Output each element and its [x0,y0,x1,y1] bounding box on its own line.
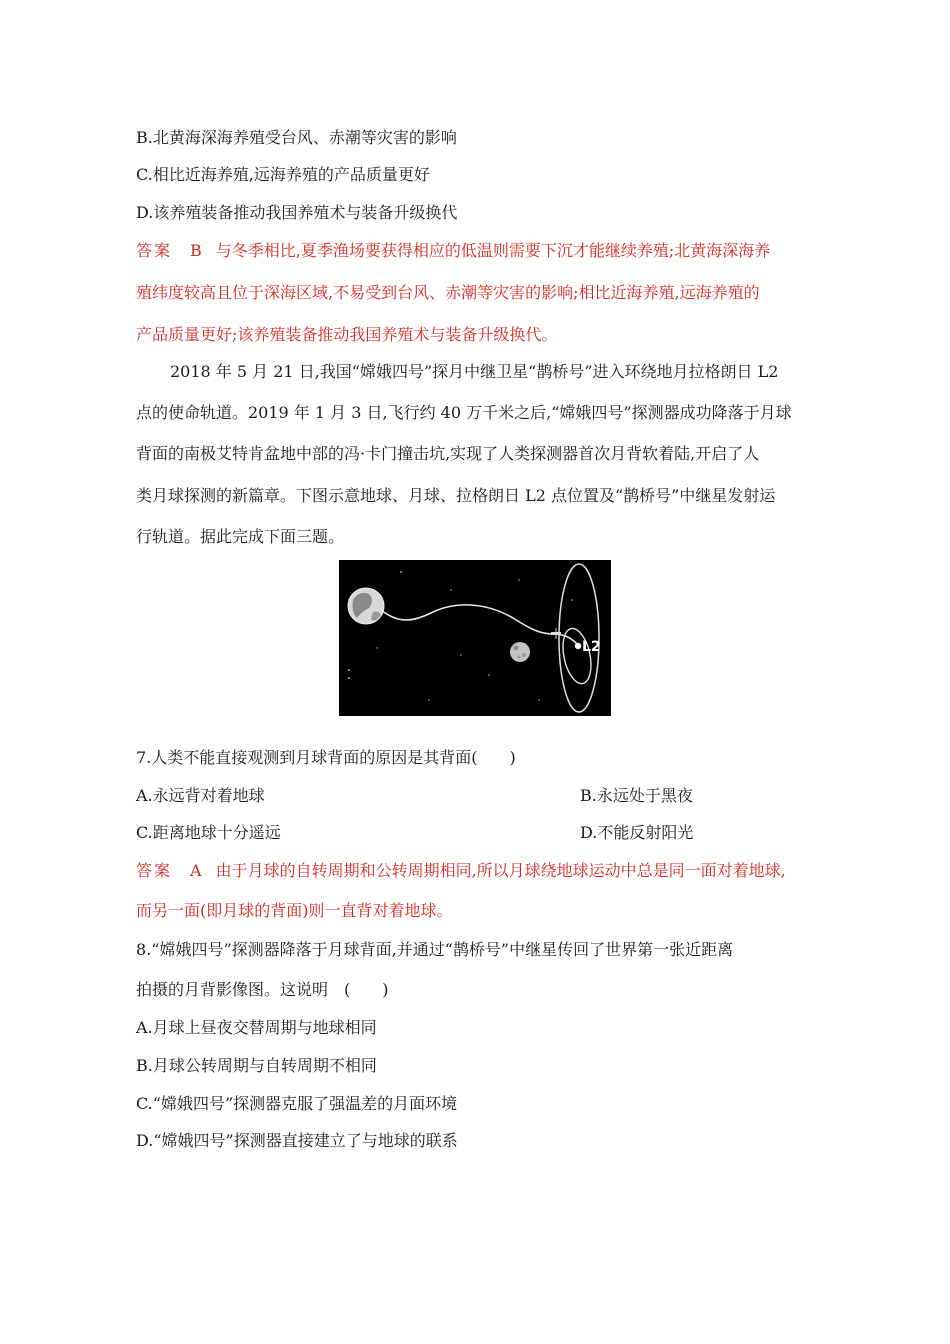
q7-answer-tag: 答案 [136,861,173,880]
q8-option-c: C.“嫦娥四号”探测器克服了强温差的月面环境 [136,1094,458,1113]
passage-line-5: 行轨道。据此完成下面三题。 [136,527,345,546]
l2-label: L2 [582,639,601,655]
q7-option-b: B.永远处于黑夜 [580,786,693,805]
q7-option-d: D.不能反射阳光 [580,823,694,842]
q7-option-a: A.永远背对着地球 [136,786,265,805]
q6-answer-tag: 答案 [136,241,173,260]
passage-line-4: 类月球探测的新篇章。下图示意地球、月球、拉格朗日 L2 点位置及“鹊桥号”中继星发射运 [136,486,776,505]
passage-line-1: 2018 年 5 月 21 日,我国“嫦娥四号”探月中继卫星“鹊桥号”进入环绕地月拉格朗日 L2 [170,362,779,381]
earth-globe [348,588,384,624]
q6-answer-letter: B [190,241,202,260]
q6-option-c: C.相比近海养殖,远海养殖的产品质量更好 [136,165,430,184]
q7-option-c: C.距离地球十分遥远 [136,823,281,842]
q8-option-a: A.月球上昼夜交替周期与地球相同 [136,1018,377,1037]
transfer-trajectory [381,605,577,644]
q6-answer-line-1 [136,241,770,261]
q8-stem-line-1: 8.“嫦娥四号”探测器降落于月球背面,并通过“鹊桥号”中继星传回了世界第一张近距离 [136,940,734,959]
q7-stem: 7.人类不能直接观测到月球背面的原因是其背面( ) [136,748,516,767]
q6-answer-line-2: 殖纬度较高且位于深海区域,不易受到台风、赤潮等灾害的影响;相比近海养殖,远海养殖的 [136,283,760,302]
passage-line-3: 背面的南极艾特肯盆地中部的冯·卡门撞击坑,实现了人类探测器首次月背软着陆,开启了人 [136,444,760,463]
q7-answer-letter: A [190,861,202,880]
q6-option-d: D.该养殖装备推动我国养殖术与装备升级换代 [136,203,458,222]
q8-option-d: D.“嫦娥四号”探测器直接建立了与地球的联系 [136,1131,458,1150]
q6-answer-text-1: 与冬季相比,夏季渔场要获得相应的低温则需要下沉才能继续养殖;北黄海深海养 [215,241,771,260]
q7-answer-line-2: 而另一面(即月球的背面)则一直背对着地球。 [136,901,453,920]
halo-orbit-outer [559,564,599,712]
orbit-figure [339,560,611,716]
q8-option-b: B.月球公转周期与自转周期不相同 [136,1056,377,1075]
moon-globe [510,642,530,662]
l2-point [575,643,581,649]
q7-answer-line-1 [136,861,786,881]
q6-option-b: B.北黄海深海养殖受台风、赤潮等灾害的影响 [136,128,457,147]
q6-answer-line-3: 产品质量更好;该养殖装备推动我国养殖术与装备升级换代。 [136,325,558,344]
q7-answer-text-1: 由于月球的自转周期和公转周期相同,所以月球绕地球运动中总是同一面对着地球, [215,861,786,880]
stars [348,571,598,701]
q8-stem-line-2: 拍摄的月背影像图。这说明 ( ) [136,980,389,999]
passage-line-2: 点的使命轨道。2019 年 1 月 3 日,飞行约 40 万千米之后,“嫦娥四号”探测器成功降落于月球 [136,403,792,422]
orbit-diagram [339,560,611,716]
